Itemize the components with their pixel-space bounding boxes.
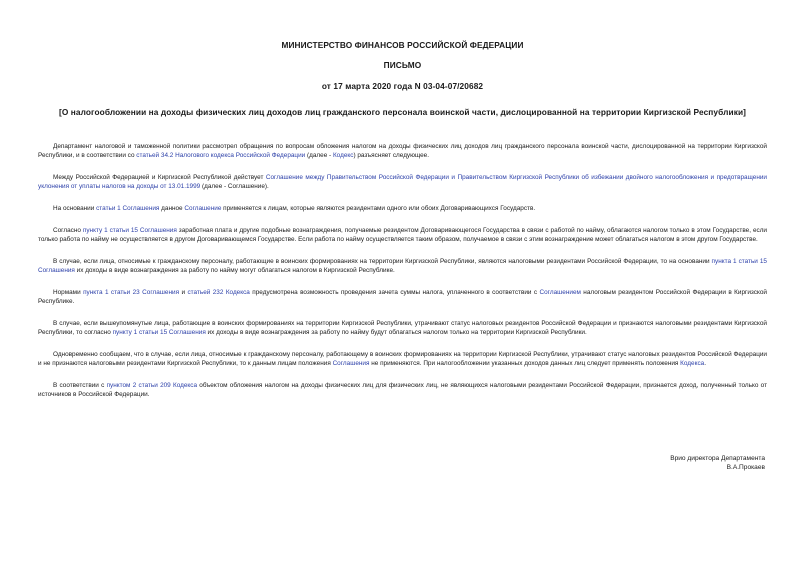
link-agreement[interactable]: Соглашение (184, 205, 222, 212)
text: Нормами (53, 289, 84, 296)
signature-block (670, 454, 765, 472)
date-number-heading: от 17 марта 2020 года N 03-04-07/20682 (321, 81, 484, 91)
link-article-232-kodeks[interactable]: статьей 232 Кодекса (187, 289, 250, 296)
text: объектом обложения налогом на доходы физических лиц для физических лиц, не являющихся налоговыми резидентами Российской Федерации, признается доход, полученный только от источников в Российской Федерации. (38, 382, 767, 398)
text: их доходы в виде вознаграждения за работу по найму будут облагаться налогом только на территории Киргизской Республики. (205, 329, 587, 336)
paragraph-8 (38, 350, 767, 368)
text: Между Российской Федерацией и Киргизской Республикой действует (53, 174, 266, 181)
paragraph-3 (38, 204, 767, 213)
link-agreement[interactable]: Соглашение между Правительством Российской Федерации и Правительством Киргизской Республики об избежании двойного налогообложения и предотвращении уклонения от уплаты налогов на доходы от 13.01.1999 (38, 174, 767, 190)
link-article-209-kodeks[interactable]: пунктом 2 статьи 209 Кодекса (106, 382, 198, 389)
text: налоговым резидентом Российской Федерации в Киргизской Республике. (38, 289, 767, 305)
text: предусмотрена возможность проведения зачета суммы налога, уплаченного в соответствии с (249, 289, 540, 296)
signatory-position: Врио директора Департамента (670, 455, 765, 462)
text: не применяются. При налогообложении указанных доходов данных лиц следует применять положения (369, 360, 681, 367)
paragraph-1 (38, 142, 767, 160)
text: В соответствии с (53, 382, 107, 389)
link-kodeks[interactable]: Кодекс (332, 152, 354, 159)
text: Департамент налоговой и таможенной политики рассмотрел обращения по вопросам обложения налогом на доходы физических лиц доходов лиц гражданского персонала воинской части, дислоцированной на территории Киргизской Республики, и в соответствии со (38, 143, 767, 159)
text: данное (159, 205, 185, 212)
text: их доходы в виде вознаграждения за работу по найму могут облагаться налогом в Киргизской Республике. (74, 267, 395, 274)
link-article-15-agreement[interactable]: пункту 1 статьи 15 Соглашения (82, 227, 177, 234)
subject-heading: [О налогообложении на доходы физических лиц доходов лиц гражданского персонала воинской части, дислоцированной на территории Киргизской Республики] (58, 107, 747, 117)
text: В случае, если лица, относимые к гражданскому персоналу, работающие в воинских формированиях на территории Киргизской Республики, являются налоговыми резидентами Российской Федерации, то на основании (53, 258, 712, 265)
link-agreement[interactable]: Соглашением (539, 289, 581, 296)
ministry-heading: МИНИСТЕРСТВО ФИНАНСОВ РОССИЙСКОЙ ФЕДЕРАЦИИ (281, 40, 524, 50)
text: и (179, 289, 188, 296)
letter-body (38, 142, 767, 399)
text: (далее - Соглашение). (200, 183, 269, 190)
link-kodeks[interactable]: Кодекса (680, 360, 705, 367)
text: На основании (53, 205, 97, 212)
link-article-15-agreement[interactable]: пункту 1 статьи 15 Соглашения (112, 329, 206, 336)
text: заработная плата и другие подобные вознаграждения, получаемые резидентом Договаривающегося Государства в связи с работой по найму, облагаются налогом только в этом Государстве, если только работа по найму не осуществляется в другом Договаривающемся Государстве. Если работа по найму осуществляется таким образом, получаемое в связи с этим вознаграждение может облагаться налогом в этом другом Государстве. (38, 227, 768, 243)
paragraph-6 (38, 288, 767, 306)
text: . (704, 360, 706, 367)
link-article-23-agreement[interactable]: пункта 1 статьи 23 Соглашения (83, 289, 180, 296)
text: В случае, если вышеупомянутые лица, работающие в воинских формированиях на территории Киргизской Республики, утрачивают статус налоговых резидентов Российской Федерации и признаются налоговыми резидентами Киргизской Республики, то согласно (38, 320, 767, 336)
text: применяется к лицам, которые являются резидентами одного или обоих Договаривающихся Государств. (221, 205, 536, 212)
paragraph-5 (38, 257, 767, 275)
paragraph-2 (38, 173, 767, 191)
text: (далее - (305, 152, 333, 159)
text: Согласно (53, 227, 83, 234)
paragraph-9 (38, 381, 767, 399)
text: Одновременно сообщаем, что в случае, если лица, относимые к гражданскому персоналу, работающему в воинских формированиях на территории Киргизской Республики, утрачивают статус налоговых резидентов Российской Федерации и не признаются налоговыми резидентами Киргизской Республики, то к данным лицам положения (38, 351, 767, 367)
link-agreement[interactable]: Соглашения (332, 360, 370, 367)
document-type-heading: ПИСЬМО (383, 60, 422, 70)
text: ) разъясняет следующее. (353, 152, 429, 159)
paragraph-7 (38, 319, 767, 337)
link-article-34-2[interactable]: статьей 34.2 Налогового кодекса Российской Федерации (136, 152, 306, 159)
paragraph-4 (38, 226, 767, 244)
signatory-name: В.А.Прокаев (726, 464, 765, 471)
link-article-1-agreement[interactable]: статьи 1 Соглашения (96, 205, 160, 212)
link-article-15-agreement[interactable]: пункта 1 статьи 15 Соглашения (38, 258, 767, 274)
